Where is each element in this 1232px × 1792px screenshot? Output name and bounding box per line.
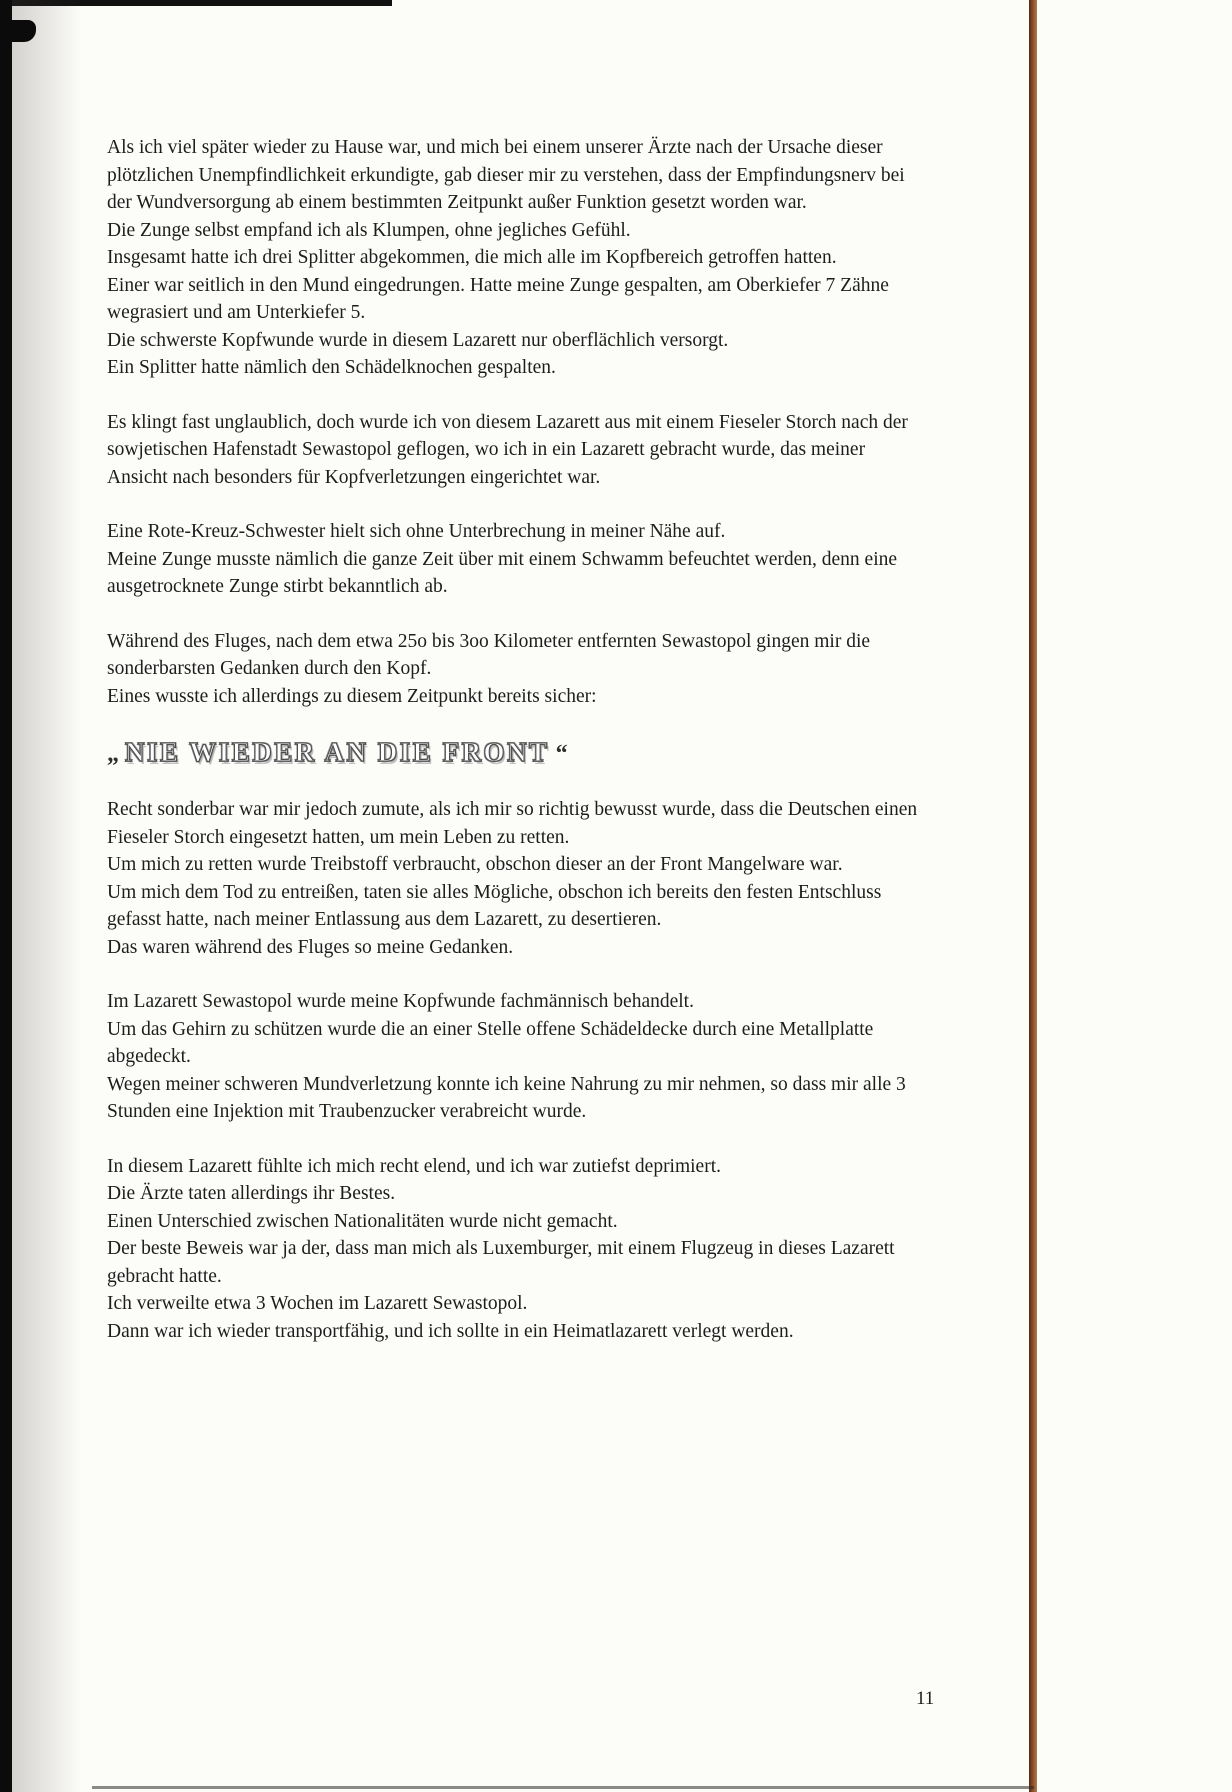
paragraph-group: [107, 134, 922, 382]
gutter-shadow: [12, 0, 82, 1792]
sentence: Es klingt fast unglaublich, doch wurde ich von diesem Lazarett aus mit einem Fieseler Storch nach der sowjetischen Hafenstadt Sewastopol geflogen, wo ich in ein Lazarett gebracht wurde, das meiner Ansicht nach besonders für Kopfverletzungen eingerichtet war.: [107, 411, 908, 488]
page-bottom-edge-line: [92, 1786, 1034, 1789]
sentence: Eines wusste ich allerdings zu diesem Zeitpunkt bereits sicher:: [107, 685, 597, 707]
sentence: Die schwerste Kopfwunde wurde in diesem Lazarett nur oberflächlich versorgt.: [107, 329, 729, 351]
sentence: Einen Unterschied zwischen Nationalitäten wurde nicht gemacht.: [107, 1210, 618, 1232]
paragraph-group: [107, 628, 922, 711]
sentence: Die Zunge selbst empfand ich als Klumpen, ohne jegliches Gefühl.: [107, 219, 631, 241]
sentence: Das waren während des Fluges so meine Gedanken.: [107, 936, 514, 958]
sentence: Im Lazarett Sewastopol wurde meine Kopfwunde fachmännisch behandelt.: [107, 991, 694, 1012]
sentence: Dann war ich wieder transportfähig, und ich sollte in ein Heimatlazarett verlegt werden.: [107, 1320, 794, 1342]
sentence: Der beste Beweis war ja der, dass man mich als Luxemburger, mit einem Flugzeug in dieses Lazarett gebracht hatte.: [107, 1238, 895, 1287]
section-heading: [107, 737, 922, 768]
page-text: [107, 134, 922, 1372]
page-right-edge-line: [1029, 0, 1037, 1792]
sentence: Eine Rote-Kreuz-Schwester hielt sich ohne Unterbrechung in meiner Nähe auf.: [107, 521, 726, 542]
sentence: Ein Splitter hatte nämlich den Schädelknochen gespalten.: [107, 357, 556, 378]
sentence: Recht sonderbar war mir jedoch zumute, als ich mir so richtig bewusst wurde, dass die Deutschen einen Fieseler Storch eingesetzt hatten, um mein Leben zu retten.: [107, 799, 918, 848]
heading-open-quote: „: [107, 741, 125, 767]
paragraph-group: [107, 409, 922, 492]
heading-text: NIE WIEDER AN DIE FRONT: [125, 737, 550, 767]
book-binding-edge: [0, 0, 12, 1792]
sentence: Einer war seitlich in den Mund eingedrungen. Hatte meine Zunge gespalten, am Oberkiefer 7 Zähne wegrasiert und am Unterkiefer 5.: [107, 274, 889, 323]
sentence: Als ich viel später wieder zu Hause war, und mich bei einem unserer Ärzte nach der Ursache dieser plötzlichen Unempfindlichkeit erkundigte, gab dieser mir zu verstehen, dass der Empfindungsnerv bei der Wundversorgung ab einem bestimmten Zeitpunkt außer Funktion gesetzt worden war.: [107, 137, 905, 213]
sentence: Die Ärzte taten allerdings ihr Bestes.: [107, 1183, 396, 1204]
paragraph-group: [107, 518, 922, 601]
sentence: Um das Gehirn zu schützen wurde die an einer Stelle offene Schädeldecke durch eine Metallplatte abgedeckt.: [107, 1018, 874, 1067]
page-number: 11: [916, 1688, 935, 1709]
scan-corner-mark: [0, 20, 36, 42]
sentence: Um mich zu retten wurde Treibstoff verbraucht, obschon dieser an der Front Mangelware war.: [107, 854, 843, 875]
paragraph-group: [107, 1153, 922, 1346]
sentence: Um mich dem Tod zu entreißen, taten sie alles Mögliche, obschon ich bereits den festen Entschluss gefasst hatte, nach meiner Entlassung aus dem Lazarett, zu desertieren.: [107, 881, 882, 930]
sentence: Während des Fluges, nach dem etwa 25o bis 3oo Kilometer entfernten Sewastopol gingen mir die sonderbarsten Gedanken durch den Kopf.: [107, 630, 871, 679]
sentence: Wegen meiner schweren Mundverletzung konnte ich keine Nahrung zu mir nehmen, so dass mir alle 3 Stunden eine Injektion mit Traubenzucker verabreicht wurde.: [107, 1073, 906, 1122]
paragraph-group: [107, 988, 922, 1126]
heading-close-quote: “: [549, 741, 568, 767]
sentence: Insgesamt hatte ich drei Splitter abgekommen, die mich alle im Kopfbereich getroffen hatten.: [107, 247, 837, 268]
sentence: Meine Zunge musste nämlich die ganze Zeit über mit einem Schwamm befeuchtet werden, denn eine ausgetrocknete Zunge stirbt bekanntlich ab.: [107, 548, 898, 597]
sentence: In diesem Lazarett fühlte ich mich recht elend, und ich war zutiefst deprimiert.: [107, 1155, 722, 1177]
paragraph-group: [107, 796, 922, 961]
sentence: Ich verweilte etwa 3 Wochen im Lazarett Sewastopol.: [107, 1293, 528, 1314]
